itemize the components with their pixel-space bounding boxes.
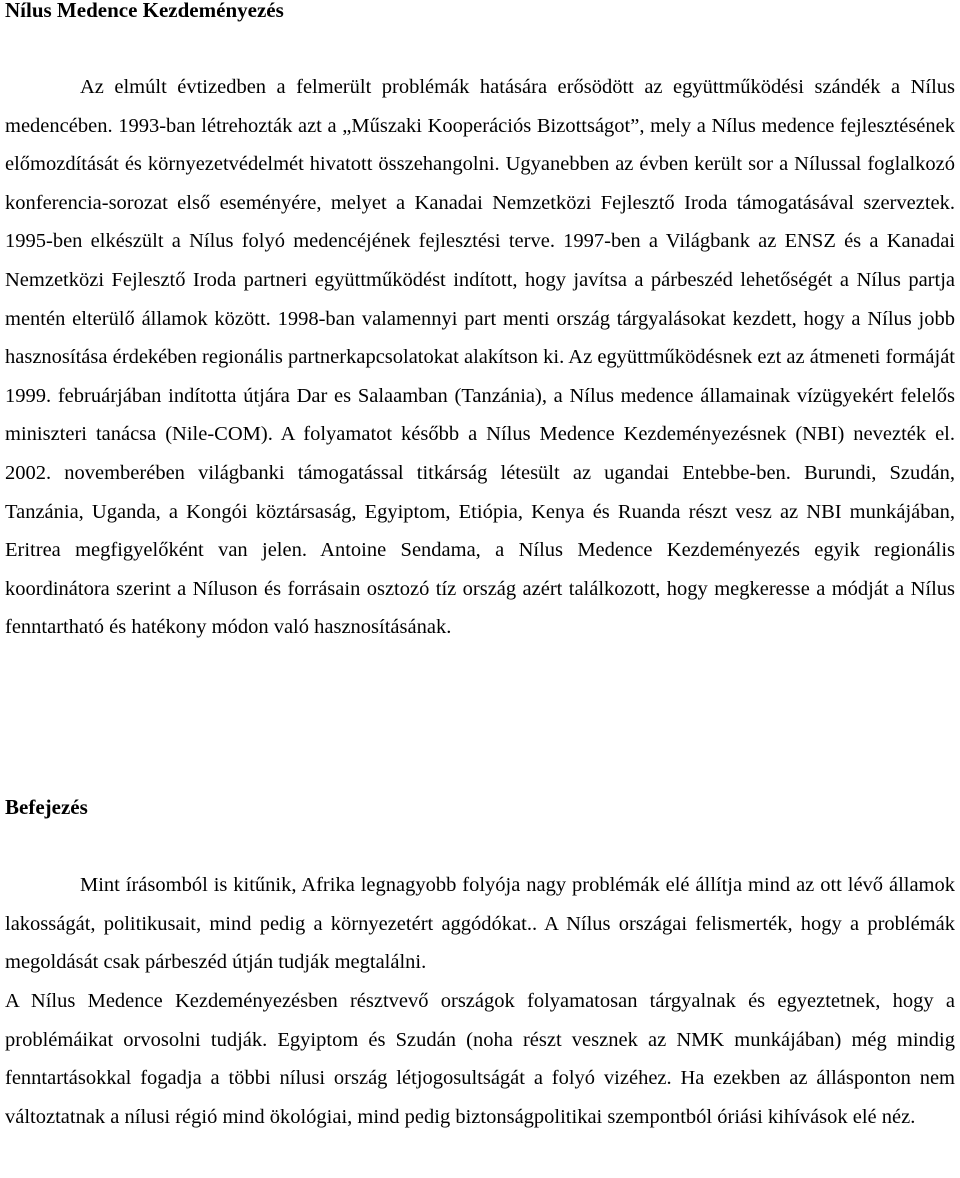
- section-heading-conclusion: Befejezés: [5, 795, 88, 819]
- body-paragraph-conclusion-2: A Nílus Medence Kezdeményezésben résztvevő országok folyamatosan tárgyalnak és egyeztetnek, hogy a problémáikat orvosolni tudják. Egyiptom és Szudán (noha részt vesznek az NMK munkájában) még mindig fenntartásokkal fogadja a többi nílusi ország létjogosultságát a folyó vizéhez. Ha ezekben az állásponton nem változtatnak a nílusi régió mind ökológiai, mind pedig biztonságpolitikai szempontból óriási kihívások elé néz.: [5, 990, 955, 1128]
- body-paragraph-nile-basin-initiative: Az elmúlt évtizedben a felmerült problémák hatására erősödött az együttműködési szándék a Nílus medencében. 1993-ban létrehozták azt a „Műszaki Kooperációs Bizottságot”, mely a Nílus medence fejlesztésének előmozdítását és környezetvédelmét hivatott összehangolni. Ugyanebben az évben került sor a Nílussal foglalkozó konferencia-sorozat első eseményére, melyet a Kanadai Nemzetközi Fejlesztő Iroda támogatásával szerveztek. 1995-ben elkészült a Nílus folyó medencéjének fejlesztési terve. 1997-ben a Világbank az ENSZ és a Kanadai Nemzetközi Fejlesztő Iroda partneri együttműködést indított, hogy javítsa a párbeszéd lehetőségét a Nílus partja mentén elterülő államok között. 1998-ban valamennyi part menti ország tárgyalásokat kezdett, hogy a Nílus jobb hasznosítása érdekében regionális partnerkapcsolatokat alakítson ki. Az együttműködésnek ezt az átmeneti formáját 1999. februárjában indította útjára Dar es Salaamban (Tanzánia), a Nílus medence államainak vízügyekért felelős miniszteri tanácsa (Nile-COM). A folyamatot később a Nílus Medence Kezdeményezésnek (NBI) nevezték el. 2002. novemberében világbanki támogatással titkárság létesült az ugandai Entebbe-ben. Burundi, Szudán, Tanzánia, Uganda, a Kongói köztársaság, Egyiptom, Etiópia, Kenya és Ruanda részt vesz az NBI munkájában, Eritrea megfigyelőként van jelen. Antoine Sendama, a Nílus Medence Kezdeményezés egyik regionális koordinátora szerint a Níluson és forrásain osztozó tíz ország azért találkozott, hogy megkeresse a módját a Nílus fenntartható és hatékony módon való hasznosításának.: [5, 76, 955, 639]
- section-heading-nile-basin-initiative: Nílus Medence Kezdeményezés: [5, 0, 284, 22]
- body-paragraph-conclusion-1: Mint írásomból is kitűnik, Afrika legnagyobb folyója nagy problémák elé állítja mind az ott lévő államok lakosságát, politikusait, mind pedig a környezetért aggódókat.. A Nílus országai felismerték, hogy a problémák megoldását csak párbeszéd útján tudják megtalálni.: [5, 874, 955, 974]
